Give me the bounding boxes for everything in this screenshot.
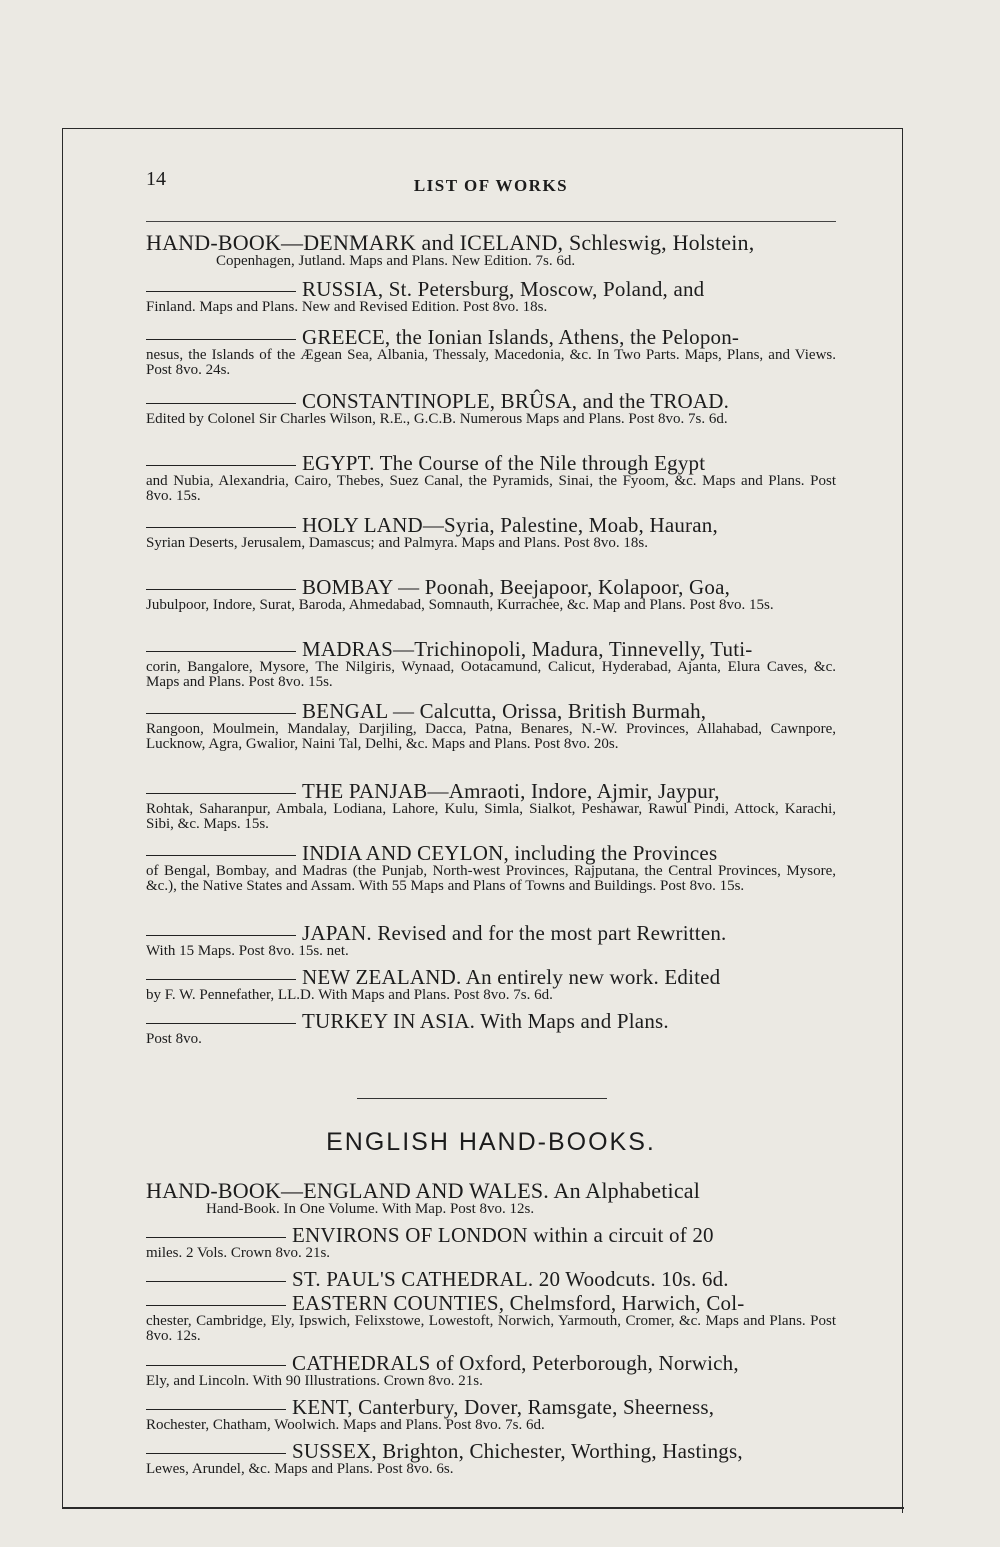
ditto-rule [146,651,296,652]
list-item [146,638,836,700]
ditto-rule [146,793,296,794]
entry-heading: TURKEY IN ASIA. With Maps and Plans. [302,1009,669,1033]
entry-detail: Finland. Maps and Plans. New and Revised Edition. Post 8vo. 18s. [146,299,548,315]
entry-detail: corin, Bangalore, Mysore, The Nilgiris, Wynaad, Ootacamund, Calicut, Hyderabad, Ajanta, Elura Caves, &c. Maps and Plans. Post 8vo. 15s. [146,659,836,690]
entry-detail: miles. 2 Vols. Crown 8vo. 21s. [146,1245,331,1261]
entry-detail: Syrian Deserts, Jerusalem, Damascus; and Palmyra. Maps and Plans. Post 8vo. 18s. [146,535,649,551]
entry-detail: Rochester, Chatham, Woolwich. Maps and Plans. Post 8vo. 7s. 6d. [146,1417,545,1433]
entry-detail: Post 8vo. [146,1031,202,1047]
page-header [146,168,836,208]
ditto-rule [146,1281,286,1282]
ditto-rule [146,527,296,528]
list-item [146,1396,836,1440]
page-border-top [62,128,902,129]
entry-heading: NEW ZEALAND. An entirely new work. Edited [302,965,721,989]
list-item [146,922,836,966]
ditto-rule [146,979,296,980]
entry-heading: CONSTANTINOPLE, BRÛSA, and the TROAD. [302,389,730,413]
list-item [146,390,836,452]
entry-detail: With 15 Maps. Post 8vo. 15s. net. [146,943,349,959]
entry-heading: HOLY LAND—Syria, Palestine, Moab, Hauran, [302,513,718,537]
ditto-rule [146,1023,296,1024]
list-item [146,842,836,922]
entry-heading: EASTERN COUNTIES, Chelmsford, Harwich, Col- [292,1291,745,1315]
list-item [146,514,836,576]
list-item [146,1440,836,1484]
entry-detail: by F. W. Pennefather, LL.D. With Maps and Plans. Post 8vo. 7s. 6d. [146,987,553,1003]
list-item [146,780,836,842]
entry-heading: ENVIRONS OF LONDON within a circuit of 20 [292,1223,714,1247]
entry-detail: Hand-Book. In One Volume. With Map. Post 8vo. 12s. [206,1201,535,1217]
ditto-rule [146,1409,286,1410]
ditto-rule [146,339,296,340]
english-handbooks-list [146,1180,836,1484]
entry-heading: MADRAS—Trichinopoli, Madura, Tinnevelly, Tuti- [302,637,753,661]
section-title: ENGLISH HAND-BOOKS. [326,1128,656,1156]
entry-detail: Rohtak, Saharanpur, Ambala, Lodiana, Lahore, Kulu, Simla, Sialkot, Peshawar, Rawul Pindi, Attock, Karachi, Sibi, &c. Maps. 15s. [146,801,836,832]
entry-heading: EGYPT. The Course of the Nile through Egypt [302,451,706,475]
entry-detail: nesus, the Islands of the Ægean Sea, Albania, Thessaly, Macedonia, &c. In Two Parts. Maps, Plans, and Views. Post 8vo. 24s. [146,347,836,378]
list-item [146,232,836,278]
header-rule [146,221,836,222]
ditto-rule [146,713,296,714]
list-item [146,278,836,326]
ditto-rule [146,1365,286,1366]
entry-detail: Jubulpoor, Indore, Surat, Baroda, Ahmedabad, Somnauth, Kurrachee, &c. Map and Plans. Post 8vo. 15s. [146,597,774,613]
running-title: LIST OF WORKS [413,176,569,195]
entry-heading: ST. PAUL'S CATHEDRAL. 20 Woodcuts. 10s. 6d. [292,1267,729,1291]
list-item [146,1292,836,1352]
entry-heading: SUSSEX, Brighton, Chichester, Worthing, Hastings, [292,1439,743,1463]
list-item [146,700,836,780]
entry-heading: INDIA AND CEYLON, including the Provinces [302,841,718,865]
entry-heading: JAPAN. Revised and for the most part Rewritten. [302,921,727,945]
list-item [146,1352,836,1396]
entry-detail: and Nubia, Alexandria, Cairo, Thebes, Suez Canal, the Pyramids, Sinai, the Fyoom, &c. Maps and Plans. Post 8vo. 15s. [146,473,836,504]
entry-detail: Rangoon, Moulmein, Mandalay, Darjiling, Dacca, Patna, Benares, N.-W. Provinces, Allahabad, Cawnpore, Lucknow, Agra, Gwalior, Naini Tal, Delhi, &c. Maps and Plans. Post 8vo. 20s. [146,721,836,752]
list-item [146,576,836,638]
entry-detail: Edited by Colonel Sir Charles Wilson, R.E., G.C.B. Numerous Maps and Plans. Post 8vo. 7s. 6d. [146,411,728,427]
list-item [146,1224,836,1268]
ditto-rule [146,1237,286,1238]
ditto-rule [146,1305,286,1306]
ditto-rule [146,403,296,404]
ditto-rule [146,465,296,466]
ditto-rule [146,291,296,292]
entry-heading: THE PANJAB—Amraoti, Indore, Ajmir, Jaypur, [302,779,720,803]
ditto-rule [146,935,296,936]
entry-detail: Ely, and Lincoln. With 90 Illustrations. Crown 8vo. 21s. [146,1373,483,1389]
entry-heading: HAND-BOOK—ENGLAND AND WALES. An Alphabetical [146,1178,701,1203]
list-item [146,452,836,514]
entry-heading: BOMBAY — Poonah, Beejapoor, Kolapoor, Goa, [302,575,731,599]
foreign-handbooks-list [146,232,836,1054]
ditto-rule [146,589,296,590]
list-item [146,1180,836,1224]
entry-detail: Lewes, Arundel, &c. Maps and Plans. Post 8vo. 6s. [146,1461,454,1477]
entry-detail: Copenhagen, Jutland. Maps and Plans. New Edition. 7s. 6d. [216,253,576,269]
page-border-right [902,128,903,1513]
list-item [146,326,836,390]
entry-detail: chester, Cambridge, Ely, Ipswich, Felixstowe, Lowestoft, Norwich, Yarmouth, Cromer, &c. Maps and Plans. Post 8vo. 12s. [146,1313,836,1344]
entry-heading: HAND-BOOK—DENMARK and ICELAND, Schleswig, Holstein, [146,230,755,255]
ditto-rule [146,855,296,856]
list-item [146,1268,836,1292]
entry-heading: RUSSIA, St. Petersburg, Moscow, Poland, and [302,277,705,301]
page-border-bottom [62,1507,904,1509]
page-border-left [62,128,63,1508]
page-number: 14 [146,168,166,190]
list-item [146,1010,836,1054]
section-divider [357,1098,607,1099]
ditto-rule [146,1453,286,1454]
entry-heading: KENT, Canterbury, Dover, Ramsgate, Sheerness, [292,1395,715,1419]
entry-detail: of Bengal, Bombay, and Madras (the Punjab, North-west Provinces, Rajputana, the Central Provinces, Mysore, &c.), the Native States and Assam. With 55 Maps and Plans of Towns and Buildings. Post 8vo. 15s. [146,863,836,894]
entry-heading: GREECE, the Ionian Islands, Athens, the Pelopon- [302,325,740,349]
entry-heading: BENGAL — Calcutta, Orissa, British Burmah, [302,699,707,723]
list-item [146,966,836,1010]
entry-heading: CATHEDRALS of Oxford, Peterborough, Norwich, [292,1351,739,1375]
